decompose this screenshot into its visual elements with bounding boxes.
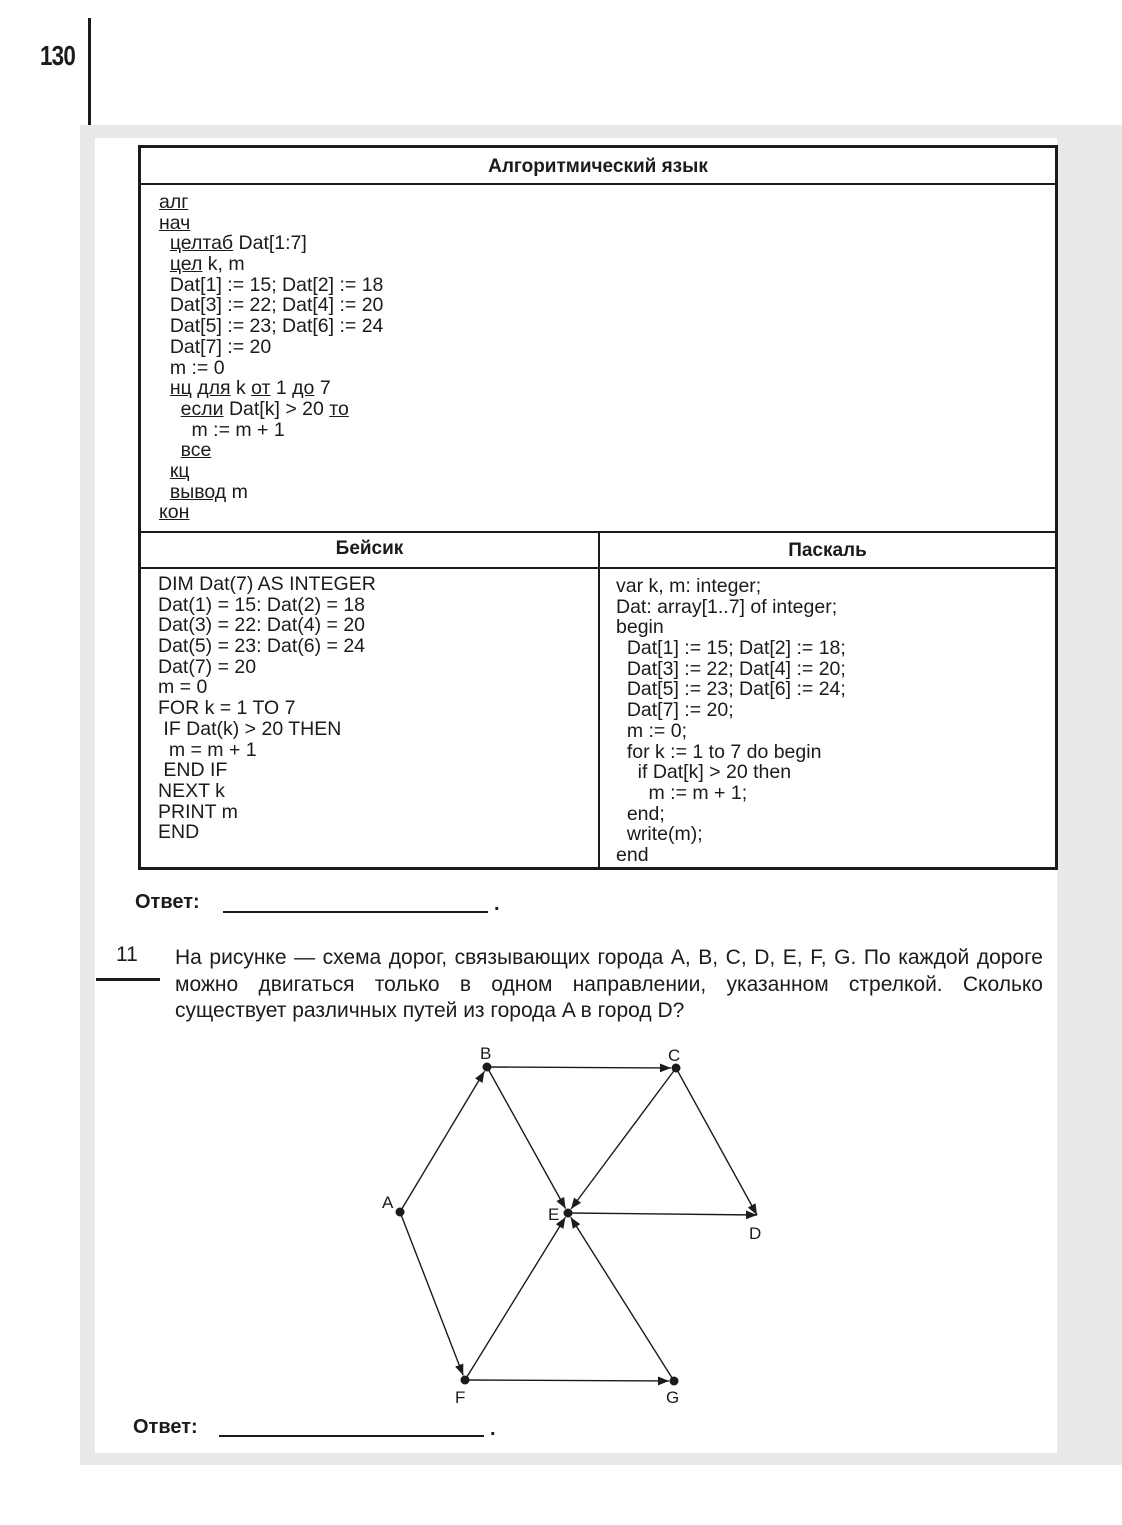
keyword: кц xyxy=(169,459,190,482)
node-F xyxy=(461,1376,470,1385)
pascal-line: write(m); xyxy=(616,823,703,846)
basic-line: m = 0 xyxy=(158,676,208,699)
pascal-line: Dat[5] := 23; Dat[6] := 24; xyxy=(616,678,846,701)
code-text: m xyxy=(226,480,248,503)
basic-line: m = m + 1 xyxy=(158,738,257,761)
node-G xyxy=(670,1377,679,1386)
node-label-D: D xyxy=(749,1224,762,1243)
pascal-line: var k, m: integer; xyxy=(616,575,762,597)
code-text: 7 xyxy=(314,377,331,400)
keyword: нц xyxy=(169,377,192,400)
keyword: кон xyxy=(159,501,190,524)
pascal-line: Dat[1] := 15; Dat[2] := 18; xyxy=(616,637,846,660)
code-text: k xyxy=(230,377,252,400)
keyword: алг xyxy=(159,191,189,213)
keyword: вывод xyxy=(169,480,227,503)
pascal-line: m := m + 1; xyxy=(616,781,748,804)
pascal-line: for k := 1 to 7 do begin xyxy=(616,740,822,763)
code-text: 1 xyxy=(270,377,293,400)
keyword: до xyxy=(292,377,315,400)
pascal-line: Dat: array[1..7] of integer; xyxy=(616,595,838,618)
answer-dot-2: . xyxy=(490,1418,496,1440)
edge-C-E xyxy=(571,1068,676,1209)
basic-line: Dat(1) = 15: Dat(2) = 18 xyxy=(158,593,366,616)
keyword: то xyxy=(329,397,349,420)
code-text: Dat[1] := 15; Dat[2] := 18 xyxy=(159,273,384,296)
code-text: m := 0 xyxy=(159,356,225,379)
node-label-F: F xyxy=(455,1388,466,1407)
basic-line: DIM Dat(7) AS INTEGER xyxy=(158,573,376,595)
keyword: если xyxy=(180,397,224,420)
edge-B-E xyxy=(487,1067,566,1209)
pascal-line: end xyxy=(616,843,649,866)
node-label-B: B xyxy=(480,1044,492,1063)
pascal-line: Dat[3] := 22; Dat[4] := 20; xyxy=(616,657,846,680)
basic-line: Dat(7) = 20 xyxy=(158,655,257,678)
code-text: Dat[3] := 22; Dat[4] := 20 xyxy=(159,294,384,317)
keyword: цел xyxy=(169,253,203,276)
code-text: Dat[5] := 23; Dat[6] := 24 xyxy=(159,315,384,338)
code-text: m := m + 1 xyxy=(159,418,285,441)
answer-label-2: Ответ: xyxy=(133,1416,198,1438)
node-label-E: E xyxy=(548,1205,560,1224)
node-A xyxy=(396,1208,405,1217)
pascal-line: m := 0; xyxy=(616,719,687,742)
basic-line: Dat(5) = 23: Dat(6) = 24 xyxy=(158,635,366,658)
page-number: 130 xyxy=(40,40,75,71)
pascal-line: if Dat[k] > 20 then xyxy=(616,761,792,784)
task-text: На рисунке — схема дорог, связывающих города A, B, C, D, E, F, G. По каждой дороге можно двигаться только в одном направлении, указанном стрелкой. Сколько существует различных путей из города A в город D? xyxy=(175,946,1043,1022)
basic-line: PRINT m xyxy=(158,800,238,823)
edge-G-E xyxy=(571,1217,674,1381)
edge-E-D xyxy=(568,1213,757,1215)
answer-field-2[interactable] xyxy=(219,1435,484,1437)
node-label-A: A xyxy=(382,1193,394,1212)
node-E xyxy=(564,1209,573,1218)
code-text: Dat[7] := 20 xyxy=(159,335,272,358)
edge-A-F xyxy=(400,1212,463,1375)
code-text: Dat[k] > 20 xyxy=(223,397,330,420)
node-label-G: G xyxy=(666,1388,680,1407)
basic-line: END IF xyxy=(158,759,228,782)
keyword: нач xyxy=(159,211,191,234)
basic-line: IF Dat(k) > 20 THEN xyxy=(158,717,342,740)
edge-B-C xyxy=(487,1067,671,1068)
edge-C-D xyxy=(676,1068,757,1215)
code-text: k, m xyxy=(202,253,245,276)
task-number: 11 xyxy=(116,943,138,966)
node-label-C: C xyxy=(668,1046,681,1065)
algorithmic-header: Алгоритмический язык xyxy=(488,156,708,177)
pascal-header: Паскаль xyxy=(788,540,867,561)
pascal-line: begin xyxy=(616,616,664,639)
basic-line: END xyxy=(158,821,200,844)
keyword: все xyxy=(180,439,212,462)
edge-F-E xyxy=(465,1217,565,1380)
edge-A-B xyxy=(400,1071,484,1212)
keyword: для xyxy=(197,377,231,400)
answer-label-1: Ответ: xyxy=(135,891,200,913)
basic-line: NEXT k xyxy=(158,779,225,802)
code-text: Dat[1:7] xyxy=(233,232,307,255)
node-B xyxy=(483,1063,492,1072)
edge-F-G xyxy=(465,1380,669,1381)
keyword: целтаб xyxy=(169,232,234,255)
basic-line: Dat(3) = 22: Dat(4) = 20 xyxy=(158,614,366,637)
keyword: от xyxy=(251,377,271,400)
pascal-line: end; xyxy=(616,802,665,825)
basic-line: FOR k = 1 TO 7 xyxy=(158,697,296,720)
pascal-line: Dat[7] := 20; xyxy=(616,699,734,722)
answer-dot-1: . xyxy=(494,893,500,915)
basic-header: Бейсик xyxy=(335,538,404,559)
